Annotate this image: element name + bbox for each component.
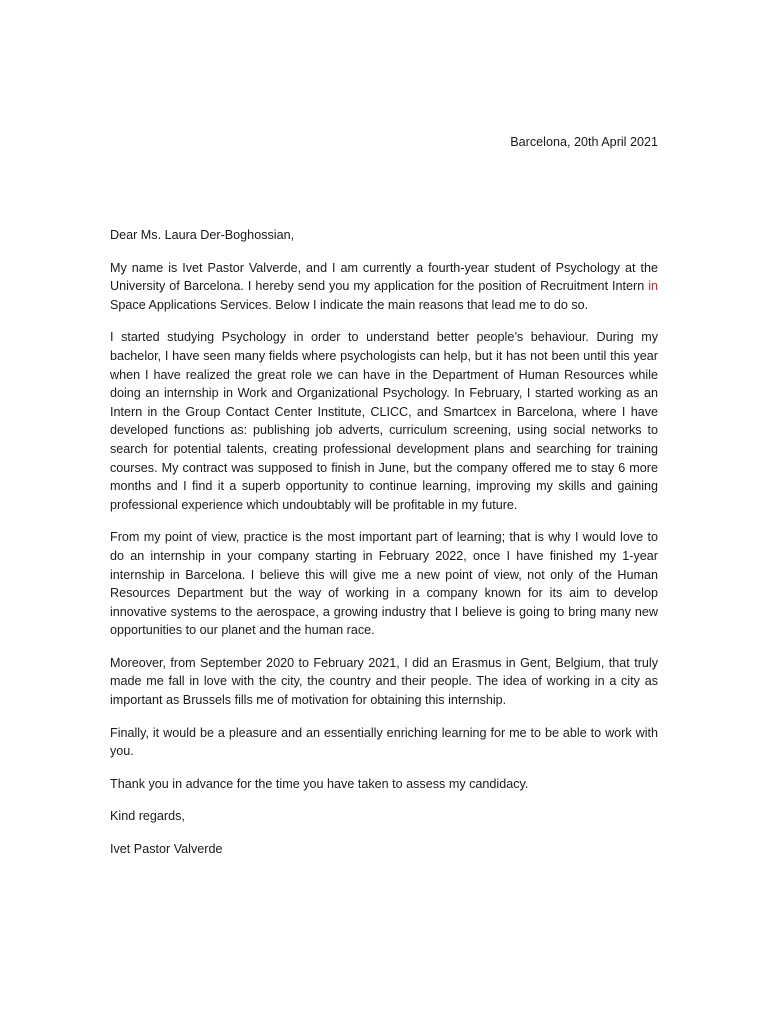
letter-date: Barcelona, 20th April 2021 [510,135,658,149]
letter-body [110,226,658,873]
paragraph-thanks: Thank you in advance for the time you have taken to assess my candidacy. [110,776,529,791]
letter-closing: Kind regards, [110,809,185,824]
paragraph-final: Finally, it would be a pleasure and an essentially enriching learning for me to be able to work with you. [110,725,658,759]
paragraph-motivation: From my point of view, practice is the most important part of learning; that is why I would love to do an internship in your company starting in February 2022, once I have finished my 1-year internship in Barcelona. I believe this will give me a new point of view, not only of the Human Resources Department but the way of working in a company known for its aim to develop innovative systems to the aerospace, a growing industry that I believe is going to bring many new opportunities to our planet and the human race. [110,530,658,638]
paragraph-introduction-part-2: Space Applications Services. Below I indicate the main reasons that lead me to do so. [110,297,589,312]
letter-greeting: Dear Ms. Laura Der-Boghossian, [110,228,295,242]
letter-signature: Ivet Pastor Valverde [110,842,223,857]
paragraph-erasmus: Moreover, from September 2020 to February 2021, I did an Erasmus in Gent, Belgium, that truly made me fall in love with the city, the country and their people. The idea of working in a city as important as Brussels fills me of motivation for obtaining this internship. [110,655,658,708]
paragraph-experience: I started studying Psychology in order to understand better people’s behaviour. During my bachelor, I have seen many fields where psychologists can help, but it has not been until this year when I have realized the great role we can have in the Department of Human Resources while doing an internship in Work and Organizational Psychology. In February, I started working as an Intern in the Group Contact Center Institute, CLICC, and Smartcex in Barcelona, where I have developed functions as: publishing job adverts, curriculum screening, using social networks to search for potential talents, creating professional development plans and searching for training courses. My contract was supposed to finish in June, but the company offered me to stay 6 more months and I find it a superb opportunity to continue learning, improving my skills and gaining professional experience which undoubtably will be profitable in my future. [110,330,658,512]
highlighted-word: in [648,279,658,294]
paragraph-introduction-part-1: My name is Ivet Pastor Valverde, and I am currently a fourth-year student of Psychology at the University of Barcelona. I hereby send you my application for the position of Recruitment Intern [110,260,658,294]
paragraph-introduction [110,259,658,315]
